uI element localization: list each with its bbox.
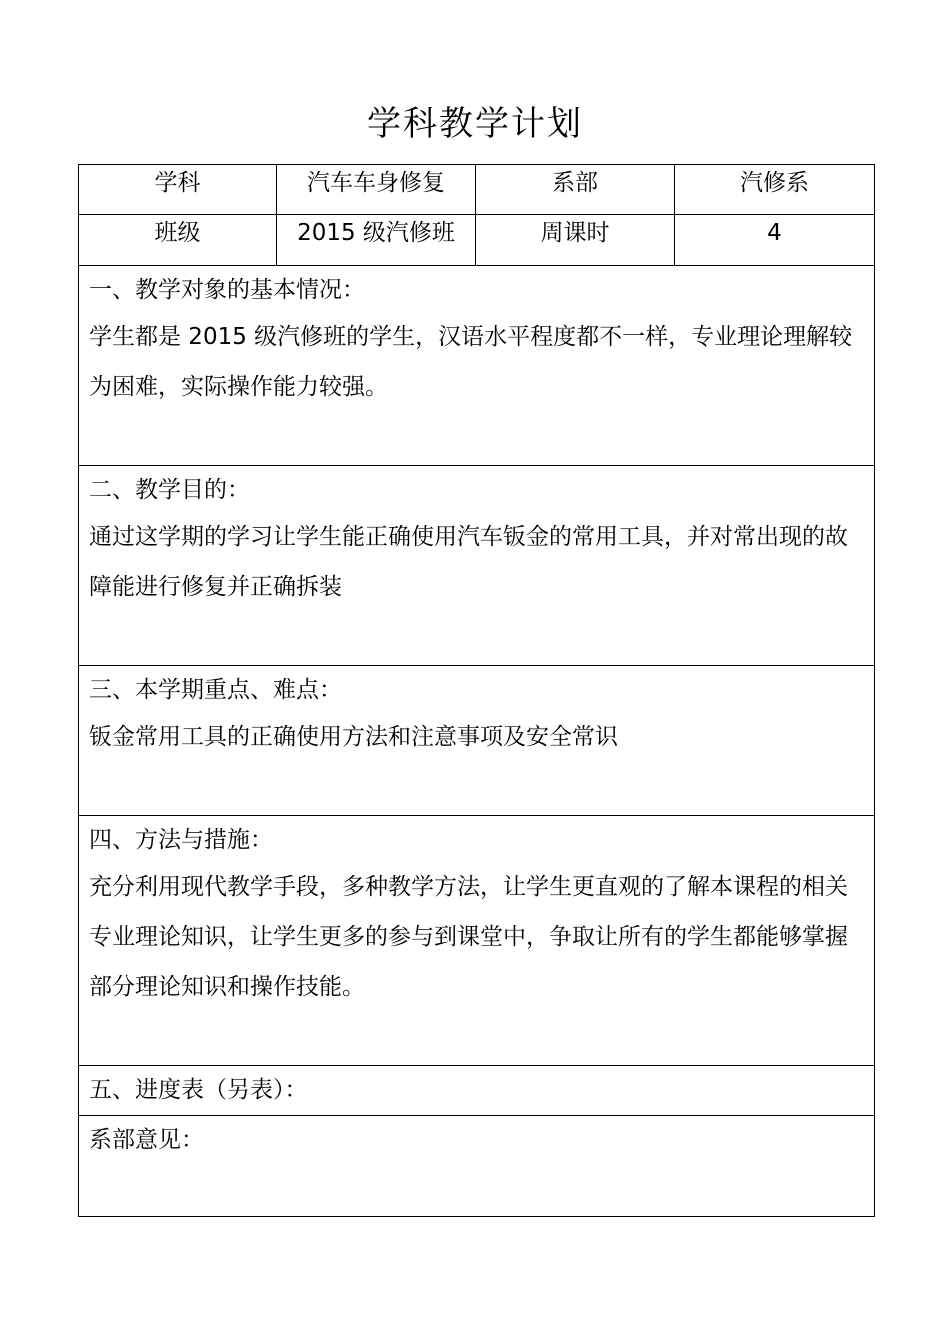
subject-label-cell: [79, 165, 277, 215]
subject-value-cell: [277, 165, 476, 215]
document-title: 学科教学计划: [367, 104, 583, 144]
class-value-cell: [277, 215, 476, 266]
students-heading: 一、教学对象的基本情况：: [89, 277, 365, 303]
methods-heading: 四、方法与措施：: [89, 827, 273, 853]
subject-value: 汽车车身修复: [307, 170, 445, 196]
class-value: 2015 级汽修班: [297, 220, 455, 246]
key-points-heading: 三、本学期重点、难点：: [89, 677, 342, 703]
section-row-schedule: [79, 1066, 875, 1116]
section-row-goals: [79, 466, 875, 666]
department-opinion-heading: 系部意见：: [89, 1127, 204, 1153]
methods-body: 充分利用现代教学手段，多种教学方法，让学生更直观的了解本课程的相关专业理论知识，让学生更多的参与到课堂中，争取让所有的学生都能够掌握部分理论知识和操作技能。: [89, 874, 848, 1000]
info-row-subject: [79, 165, 875, 215]
weekly-hours-value-cell: [675, 215, 875, 266]
department-value: 汽修系: [740, 170, 809, 196]
goals-section: [79, 466, 875, 666]
section-row-methods: [79, 816, 875, 1066]
key-points-body: 钣金常用工具的正确使用方法和注意事项及安全常识: [89, 724, 618, 750]
section-row-key-points: [79, 666, 875, 816]
schedule-heading: 五、进度表（另表）：: [89, 1077, 308, 1103]
students-body: 学生都是 2015 级汽修班的学生，汉语水平程度都不一样，专业理论理解较为困难，实际操作能力较强。: [89, 324, 853, 400]
section-row-students: [79, 266, 875, 466]
weekly-hours-value: 4: [767, 220, 782, 246]
schedule-section: [79, 1066, 875, 1116]
weekly-hours-label: 周课时: [540, 220, 610, 246]
goals-heading: 二、教学目的：: [89, 477, 250, 503]
info-row-class: [79, 215, 875, 266]
weekly-hours-label-cell: [476, 215, 675, 266]
class-label-cell: [79, 215, 277, 266]
methods-section: [79, 816, 875, 1066]
department-label-cell: [476, 165, 675, 215]
department-opinion-section: [79, 1116, 875, 1217]
key-points-section: [79, 666, 875, 816]
department-label: 系部: [552, 170, 598, 196]
students-section: [79, 266, 875, 466]
section-row-department-opinion: [79, 1116, 875, 1217]
subject-label: 学科: [154, 170, 201, 196]
teaching-plan-table: [78, 164, 875, 1217]
goals-body: 通过这学期的学习让学生能正确使用汽车钣金的常用工具，并对常出现的故障能进行修复并正确拆装: [89, 524, 848, 600]
department-value-cell: [675, 165, 875, 215]
class-label: 班级: [154, 220, 201, 246]
